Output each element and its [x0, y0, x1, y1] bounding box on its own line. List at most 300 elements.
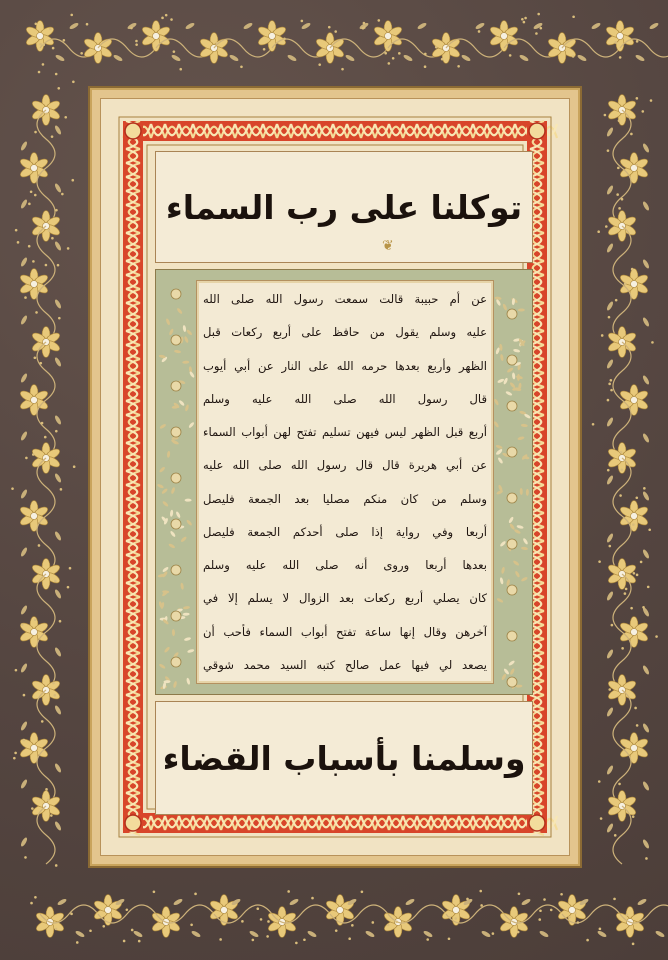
gold-dot — [80, 52, 83, 55]
gold-dot — [550, 909, 553, 912]
gold-dot — [616, 193, 619, 196]
gold-dot — [24, 856, 27, 859]
gold-dot — [34, 356, 37, 359]
hadith-line: عن أبي هريرة قال قال رسول الله صلى الله عليه — [203, 458, 487, 473]
gold-dot — [138, 940, 141, 943]
corner-rosette-icon — [529, 123, 545, 139]
gold-dot — [448, 937, 451, 940]
gold-dot — [240, 65, 243, 68]
gold-dot — [153, 890, 156, 893]
gold-dot — [348, 937, 351, 940]
gold-dot — [635, 496, 638, 499]
gold-dot — [52, 47, 55, 50]
leaf-icon — [20, 663, 28, 674]
inner-frame — [92, 90, 578, 864]
gold-dot — [47, 799, 50, 802]
gold-dot — [49, 28, 52, 31]
gold-dot — [643, 487, 646, 490]
gold-dot — [303, 938, 306, 941]
gold-dot — [614, 834, 617, 837]
gold-dot — [517, 931, 520, 934]
leaf-icon — [54, 763, 62, 774]
header-verse: توكلنا على رب السماء — [165, 187, 523, 227]
gold-dot — [267, 920, 270, 923]
six-petal-flower-icon — [619, 269, 650, 300]
gilt-leaf-icon — [501, 567, 505, 574]
gilt-leaf-icon — [497, 378, 505, 384]
six-petal-flower-icon — [619, 385, 650, 416]
gilt-leaf-icon — [186, 329, 193, 336]
gold-dot — [34, 194, 37, 197]
gold-dot — [241, 920, 244, 923]
gold-dot — [598, 560, 601, 563]
gold-dot — [130, 27, 133, 30]
gold-dot — [334, 30, 337, 33]
gold-dot — [608, 688, 611, 691]
leaf-icon — [606, 301, 614, 312]
gold-dot — [648, 528, 651, 531]
gilt-leaf-icon — [164, 646, 171, 653]
gold-dot — [424, 53, 427, 56]
gilt-leaf-icon — [178, 399, 185, 406]
six-petal-flower-icon — [373, 21, 404, 52]
gold-dot — [341, 68, 344, 71]
gold-dot — [131, 929, 134, 932]
gold-dot — [41, 720, 44, 723]
leaf-icon — [20, 315, 28, 326]
leaf-icon — [249, 930, 260, 938]
gilt-leaf-icon — [188, 421, 195, 428]
gold-dot — [619, 56, 622, 59]
six-petal-flower-icon — [19, 385, 50, 416]
six-petal-flower-icon — [19, 617, 50, 648]
gold-dot — [435, 46, 438, 49]
leaf-icon — [655, 930, 666, 938]
six-petal-flower-icon — [619, 501, 650, 532]
leaf-icon — [54, 531, 62, 542]
gilt-rosette-icon — [171, 289, 181, 299]
gold-dot — [35, 23, 38, 26]
leaf-icon — [649, 22, 660, 30]
gold-dot — [45, 264, 48, 267]
gold-dot — [11, 487, 14, 490]
gilt-leaf-icon — [187, 649, 195, 654]
gold-dot — [631, 268, 634, 271]
gilt-leaf-icon — [182, 360, 189, 363]
six-petal-flower-icon — [489, 21, 520, 52]
hadith-line: عن أم حبيبة قالت سمعت رسول الله صلى الله — [203, 292, 487, 306]
gold-dot — [35, 311, 38, 314]
gold-dot — [626, 913, 629, 916]
leaf-icon — [606, 823, 614, 834]
gold-dot — [165, 14, 168, 17]
gold-dot — [371, 921, 374, 924]
gold-dot — [295, 942, 298, 945]
header-cartouche — [155, 151, 533, 263]
leaf-icon — [20, 373, 28, 384]
gilt-leaf-icon — [183, 613, 190, 616]
leaf-icon — [173, 898, 184, 906]
gilt-leaf-icon — [521, 424, 528, 428]
gold-dot — [60, 488, 63, 491]
gold-dot — [621, 468, 624, 471]
leaf-icon — [642, 317, 650, 328]
gold-dot — [219, 938, 222, 941]
gold-dot — [190, 923, 193, 926]
gilt-leaf-icon — [170, 530, 177, 537]
gilt-leaf-icon — [513, 348, 520, 353]
gold-dot — [28, 203, 31, 206]
gilt-leaf-icon — [158, 663, 165, 669]
gold-dot — [601, 334, 604, 337]
gold-dot — [15, 669, 18, 672]
gold-dot — [363, 22, 366, 25]
gilt-leaf-icon — [184, 336, 190, 344]
gilt-leaf-icon — [186, 519, 193, 526]
gold-dot — [173, 50, 176, 53]
leaf-icon — [642, 201, 650, 212]
gold-dot — [48, 229, 51, 232]
gold-dot — [135, 40, 138, 43]
gold-dot — [57, 87, 60, 90]
gold-dot — [64, 116, 67, 119]
gilt-rosette-icon — [507, 493, 517, 503]
gold-dot — [57, 264, 60, 267]
leaf-icon — [642, 781, 650, 792]
gold-dot — [328, 26, 331, 29]
leaf-icon — [519, 54, 530, 62]
leaf-icon — [635, 54, 646, 62]
gold-dot — [102, 925, 105, 928]
gold-dot — [632, 523, 635, 526]
leaf-icon — [54, 821, 62, 832]
gold-dot — [619, 494, 622, 497]
gold-dot — [636, 724, 639, 727]
gold-dot — [86, 23, 89, 26]
gold-dot — [67, 586, 70, 589]
gold-dot — [521, 18, 524, 21]
gold-dot — [634, 707, 637, 710]
gold-dot — [636, 40, 639, 43]
gold-dot — [651, 341, 654, 344]
gold-dot — [21, 623, 24, 626]
gilt-rosette-icon — [171, 427, 181, 437]
gilt-leaf-icon — [180, 583, 184, 590]
gilt-leaf-icon — [502, 303, 508, 311]
gilt-leaf-icon — [495, 299, 501, 307]
gilt-leaf-icon — [157, 483, 165, 489]
gilt-leaf-icon — [518, 308, 525, 311]
gilt-leaf-icon — [159, 466, 166, 473]
leaf-icon — [171, 54, 182, 62]
gold-dot — [384, 52, 387, 55]
leaf-icon — [642, 433, 650, 444]
footer-cartouche — [155, 701, 533, 815]
gold-dot — [15, 229, 18, 232]
gold-dot — [479, 890, 482, 893]
gold-dot — [597, 230, 600, 233]
gold-dot — [311, 897, 314, 900]
gilt-leaf-icon — [174, 349, 181, 353]
leaf-icon — [642, 665, 650, 676]
gold-dot — [540, 27, 543, 30]
gold-dot — [632, 943, 635, 946]
corner-rosette-icon — [125, 123, 141, 139]
gold-dot — [621, 198, 624, 201]
leaf-icon — [606, 243, 614, 254]
gilt-leaf-icon — [514, 529, 522, 535]
six-petal-flower-icon — [257, 21, 288, 52]
gilt-leaf-icon — [512, 560, 519, 567]
hadith-text — [203, 285, 487, 679]
corner-rosette-icon — [125, 815, 141, 831]
gold-dot — [618, 119, 621, 122]
gilt-leaf-icon — [184, 404, 189, 412]
gilt-leaf-icon — [516, 525, 524, 530]
gold-dot — [76, 941, 79, 944]
gold-dot — [641, 110, 644, 113]
six-petal-flower-icon — [19, 269, 50, 300]
gold-dot — [256, 907, 259, 910]
leaf-icon — [54, 589, 62, 600]
leaf-icon — [606, 359, 614, 370]
leaf-icon — [20, 489, 28, 500]
gold-dot — [618, 207, 621, 210]
gold-dot — [170, 18, 173, 21]
six-petal-flower-icon — [19, 733, 50, 764]
leaf-icon — [54, 357, 62, 368]
gold-dot — [45, 788, 48, 791]
gold-dot — [73, 465, 76, 468]
leaf-icon — [54, 241, 62, 252]
gold-dot — [636, 97, 639, 100]
gold-dot — [600, 817, 603, 820]
gilt-leaf-icon — [159, 423, 167, 429]
gold-dot — [30, 190, 33, 193]
gold-dot — [71, 179, 74, 182]
leaf-icon — [133, 930, 144, 938]
gilt-rosette-icon — [507, 539, 517, 549]
gold-dot — [441, 58, 444, 61]
leaf-icon — [461, 54, 472, 62]
gilt-leaf-icon — [499, 540, 506, 547]
leaf-icon — [606, 649, 614, 660]
leaf-icon — [642, 549, 650, 560]
six-petal-flower-icon — [619, 153, 650, 184]
leaf-icon — [597, 930, 608, 938]
corner-rosette-icon — [529, 815, 545, 831]
gold-dot — [392, 57, 395, 60]
leaf-icon — [642, 143, 650, 154]
gold-dot — [52, 682, 55, 685]
gold-dot — [543, 898, 546, 901]
gold-dot — [605, 225, 608, 228]
gilt-leaf-icon — [185, 499, 192, 502]
leaf-icon — [54, 125, 62, 136]
leaf-icon — [475, 22, 486, 30]
gold-dot — [263, 48, 266, 51]
gold-dot — [161, 17, 164, 20]
gilt-leaf-icon — [509, 523, 515, 530]
gold-dot — [13, 757, 16, 760]
gold-dot — [608, 545, 611, 548]
leaf-icon — [57, 898, 68, 906]
gold-dot — [617, 167, 620, 170]
gold-dot — [635, 164, 638, 167]
gold-dot — [39, 362, 42, 365]
gilt-leaf-icon — [168, 543, 176, 549]
gold-dot — [457, 65, 460, 68]
gold-dot — [574, 912, 577, 915]
leaf-icon — [642, 723, 650, 734]
gold-dot — [586, 939, 589, 942]
leaf-icon — [20, 547, 28, 558]
gilt-leaf-icon — [176, 307, 183, 314]
gold-dot — [518, 892, 521, 895]
gold-dot — [43, 43, 46, 46]
gold-dot — [32, 260, 35, 263]
gold-dot — [624, 282, 627, 285]
gold-dot — [538, 918, 541, 921]
gold-dot — [398, 52, 401, 55]
gold-dot — [615, 299, 618, 302]
gilt-rosette-icon — [171, 519, 181, 529]
gilt-leaf-icon — [517, 374, 520, 381]
gold-dot — [577, 921, 580, 924]
leaf-icon — [301, 22, 312, 30]
gold-dot — [608, 383, 611, 386]
gold-dot — [478, 30, 481, 33]
gilt-leaf-icon — [182, 325, 186, 332]
gilt-leaf-icon — [493, 421, 499, 428]
gold-dot — [28, 245, 31, 248]
gilt-leaf-icon — [175, 511, 181, 519]
leaf-icon — [577, 54, 588, 62]
gold-dot — [598, 780, 601, 783]
gold-dot — [34, 896, 37, 899]
gilt-leaf-icon — [168, 328, 174, 336]
gold-dot — [572, 55, 575, 58]
gilt-leaf-icon — [503, 377, 509, 385]
gold-dot — [215, 42, 218, 45]
hadith-line: قال رسول الله صلى الله عليه وسلم — [203, 391, 487, 406]
gilt-leaf-icon — [170, 510, 174, 517]
hadith-line: وسلم من كان منكم مصليا بعد الجمعة فليصل — [203, 491, 487, 506]
gilt-rosette-icon — [507, 585, 517, 595]
leaf-icon — [539, 930, 550, 938]
gold-dot — [640, 561, 643, 564]
leaf-icon — [642, 491, 650, 502]
leaf-icon — [243, 22, 254, 30]
gold-dot — [38, 71, 41, 74]
gold-dot — [655, 635, 658, 638]
six-petal-flower-icon — [619, 617, 650, 648]
gilt-leaf-icon — [496, 490, 504, 496]
leaf-icon — [417, 22, 428, 30]
gold-dot — [535, 32, 538, 35]
gold-dot — [387, 924, 390, 927]
gilt-leaf-icon — [522, 538, 528, 546]
leaf-icon — [606, 591, 614, 602]
gold-dot — [23, 739, 26, 742]
gold-dot — [31, 807, 34, 810]
gold-dot — [24, 296, 27, 299]
gold-dot — [614, 41, 617, 44]
gilt-rosette-icon — [507, 631, 517, 641]
gilt-leaf-icon — [505, 390, 513, 396]
gold-dot — [647, 586, 650, 589]
gold-dot — [45, 112, 48, 115]
gold-dot — [523, 21, 526, 24]
gilt-leaf-icon — [500, 354, 504, 361]
gold-dot — [266, 935, 269, 938]
gold-dot — [624, 592, 627, 595]
gold-dot — [630, 133, 633, 136]
gold-dot — [55, 73, 58, 76]
gold-dot — [51, 135, 54, 138]
leaf-icon — [481, 930, 492, 938]
gold-dot — [53, 694, 56, 697]
gold-dot — [607, 469, 610, 472]
leaf-icon — [365, 930, 376, 938]
gilt-leaf-icon — [186, 677, 191, 685]
gilt-leaf-icon — [183, 606, 190, 610]
gold-dot — [613, 898, 616, 901]
gold-dot — [362, 27, 365, 30]
gold-dot — [395, 921, 398, 924]
gilt-leaf-icon — [517, 436, 525, 441]
gilt-leaf-icon — [501, 673, 507, 681]
gold-dot — [618, 783, 621, 786]
gilt-leaf-icon — [508, 516, 514, 524]
leaf-icon — [54, 473, 62, 484]
leaf-icon — [345, 54, 356, 62]
gilt-leaf-icon — [165, 318, 170, 326]
gold-dot — [61, 193, 64, 196]
gold-dot — [72, 80, 75, 83]
leaf-icon — [606, 185, 614, 196]
leaf-icon — [606, 707, 614, 718]
gilt-leaf-icon — [173, 681, 178, 689]
gilt-rosette-icon — [507, 677, 517, 687]
gold-dot — [568, 916, 571, 919]
gold-dot — [351, 924, 354, 927]
gold-dot — [39, 43, 42, 46]
leaf-icon — [606, 417, 614, 428]
gold-dot — [44, 436, 47, 439]
gold-dot — [650, 99, 653, 102]
leaf-icon — [606, 127, 614, 138]
gilt-leaf-icon — [161, 488, 168, 495]
hadith-line: عليه وسلم يقول من حافظ على أربع ركعات قبل — [203, 325, 487, 340]
gilt-leaf-icon — [496, 597, 504, 603]
leaf-icon — [606, 475, 614, 486]
leaf-icon — [55, 54, 66, 62]
six-petal-flower-icon — [141, 21, 172, 52]
gilt-leaf-icon — [162, 500, 169, 507]
gilt-leaf-icon — [503, 668, 510, 675]
leaf-icon — [403, 54, 414, 62]
gold-dot — [59, 620, 62, 623]
leaf-icon — [642, 259, 650, 270]
gold-dot — [51, 237, 54, 240]
leaf-icon — [637, 898, 648, 906]
gold-dot — [23, 694, 26, 697]
gold-dot — [560, 893, 563, 896]
inner-frame-ground — [100, 98, 570, 856]
gilt-rosette-icon — [171, 381, 181, 391]
gold-dot — [448, 916, 451, 919]
